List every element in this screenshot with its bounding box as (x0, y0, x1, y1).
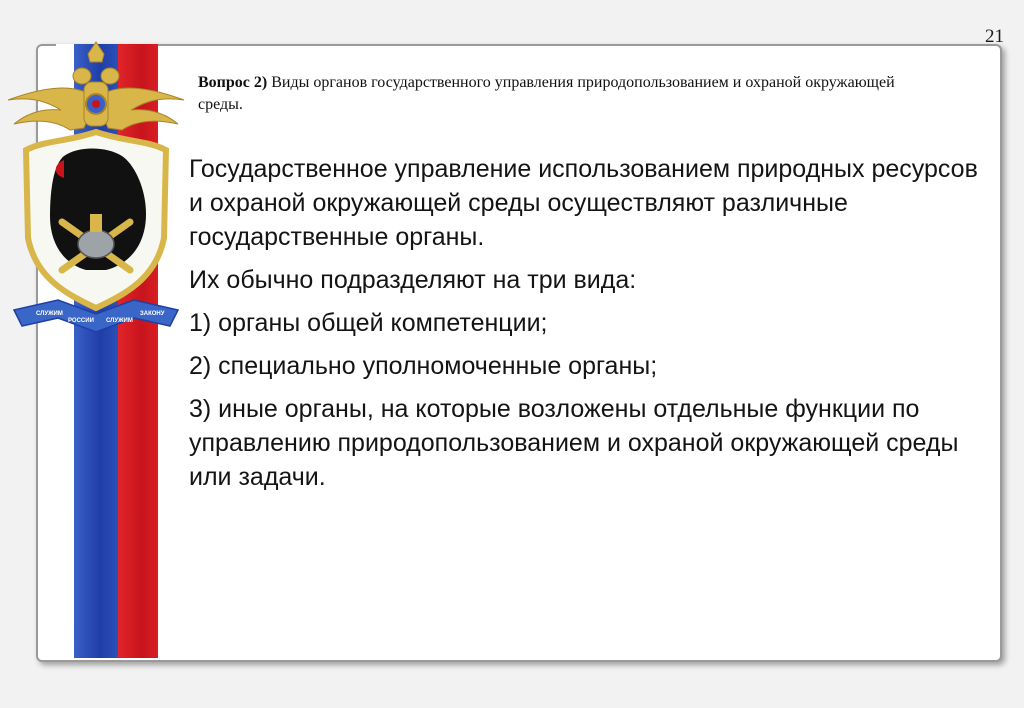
ministry-emblem-icon (6, 38, 186, 338)
question-label: Вопрос 2) (198, 74, 268, 91)
question-text: Виды органов государственного управления природопользованием и охраной окружающей среды. (198, 74, 895, 113)
list-item-general-competence: 1) органы общей компетенции; (189, 309, 548, 337)
ribbon-text-1: СЛУЖИМ (36, 311, 63, 317)
ribbon-text-4: ЗАКОНУ (140, 311, 165, 317)
list-item-other-bodies: 3) иные органы, на которые возложены отдельные функции по управлению природопользованием и охраной окружающей среды или задачи. (189, 395, 959, 491)
ribbon-text-3: СЛУЖИМ (106, 318, 133, 324)
page-number: 21 (985, 26, 1004, 47)
paragraph-types-intro: Их обычно подразделяют на три вида: (189, 266, 637, 294)
list-item-authorized-bodies: 2) специально уполномоченные органы; (189, 352, 658, 380)
ribbon-text-2: РОССИИ (68, 318, 94, 324)
slide-body (189, 152, 979, 503)
eagle-icon (8, 42, 184, 130)
paragraph-intro: Государственное управление использованием природных ресурсов и охраной окружающей среды осуществляют различные государственные органы. (189, 155, 978, 251)
question-heading (198, 72, 938, 116)
helmet-icon (78, 230, 114, 258)
